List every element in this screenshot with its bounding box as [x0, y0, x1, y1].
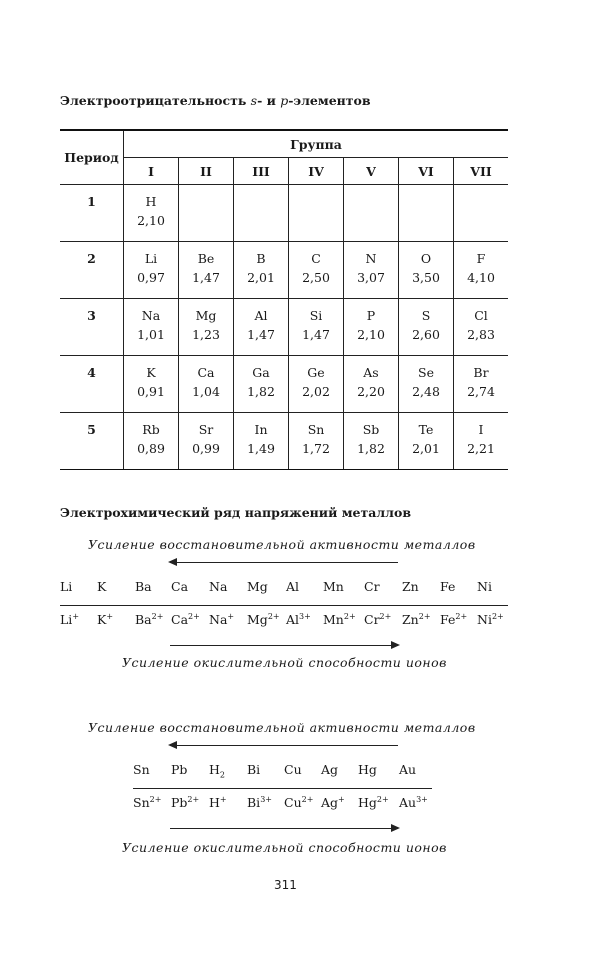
element-cell — [454, 299, 509, 356]
period-number: 2 — [60, 242, 124, 299]
element-cell — [179, 299, 234, 356]
metal: Ba — [135, 579, 152, 594]
element-symbol: Sb — [362, 422, 380, 437]
element-cell — [289, 185, 344, 242]
ion-charge: 2+ — [379, 612, 392, 621]
electronegativity-value: 3,50 — [412, 270, 440, 285]
metal: K — [97, 579, 107, 594]
ion — [133, 795, 161, 810]
symbol: H — [209, 762, 220, 777]
oxidizing-ability-caption-2: Усиление окислительной способности ионов — [122, 840, 447, 855]
table-row — [60, 413, 508, 470]
ion-charge: + — [219, 795, 227, 804]
symbol: Ni — [477, 612, 492, 628]
electronegativity-value: 2,01 — [412, 441, 440, 456]
group-V: V — [344, 158, 399, 185]
ion — [247, 612, 280, 627]
electronegativity-value: 2,10 — [357, 327, 385, 342]
arrow-right-icon — [170, 828, 398, 829]
symbol: Mn — [323, 612, 344, 628]
arrow-left-icon — [170, 745, 398, 746]
element-cell — [234, 413, 289, 470]
reducing-activity-caption: Усиление восстановительной активности металлов — [88, 537, 476, 552]
element-cell — [344, 242, 399, 299]
element-cell — [179, 356, 234, 413]
electronegativity-value: 2,20 — [357, 384, 385, 399]
metal — [358, 762, 377, 780]
metal — [321, 762, 338, 780]
group-II: II — [179, 158, 234, 185]
metal — [399, 762, 416, 780]
element-symbol: Si — [309, 308, 323, 323]
element-cell — [399, 299, 454, 356]
element-cell — [289, 356, 344, 413]
ion — [440, 612, 467, 627]
group-I: I — [124, 158, 179, 185]
ion-charge: + — [72, 612, 80, 621]
ion-charge: + — [338, 795, 345, 804]
metal: Mg — [247, 579, 268, 594]
ion — [171, 612, 200, 627]
element-cell — [234, 185, 289, 242]
metal: Al — [286, 579, 300, 594]
element-cell — [179, 185, 234, 242]
symbol: Mg — [247, 612, 268, 628]
ion-charge: 2+ — [301, 795, 314, 804]
ion — [209, 795, 227, 810]
element-symbol: H — [145, 194, 157, 209]
period-number: 1 — [60, 185, 124, 242]
subscript: 2 — [219, 770, 225, 780]
electronegativity-value: 1,04 — [192, 384, 220, 399]
electronegativity-value: 1,82 — [357, 441, 385, 456]
metal — [247, 762, 260, 780]
symbol: Sn — [133, 762, 150, 777]
element-cell — [399, 185, 454, 242]
ion — [477, 612, 504, 627]
element-symbol: Al — [254, 308, 268, 323]
element-symbol: Cl — [474, 308, 488, 323]
electronegativity-value: 2,02 — [302, 384, 330, 399]
symbol: K — [97, 612, 107, 628]
ion-charge: 2+ — [376, 795, 389, 804]
electronegativity-value: 1,01 — [137, 327, 165, 342]
symbol: Bi — [247, 762, 261, 777]
metal — [171, 762, 187, 780]
group-header: Группа — [124, 130, 509, 158]
period-header: Период — [60, 130, 124, 185]
symbol: Ba — [135, 612, 152, 628]
element-cell — [179, 413, 234, 470]
ion — [399, 795, 428, 810]
ion — [135, 612, 163, 627]
element-symbol: B — [256, 251, 266, 266]
table-row — [60, 185, 508, 242]
table-row — [60, 299, 508, 356]
metal — [209, 762, 225, 780]
symbol: Li — [60, 612, 73, 628]
symbol: Ag — [321, 762, 339, 777]
symbol: Fe — [440, 612, 456, 628]
ion — [97, 612, 113, 627]
metal: Zn — [402, 579, 419, 594]
ion — [247, 795, 272, 810]
metal: Na — [209, 579, 228, 594]
element-cell — [124, 413, 179, 470]
ion — [209, 612, 234, 627]
element-symbol: Ge — [307, 365, 325, 380]
ion-charge: + — [227, 612, 235, 621]
symbol: Pb — [171, 762, 188, 777]
ion — [402, 612, 431, 627]
electronegativity-value: 2,21 — [467, 441, 495, 456]
metal — [133, 762, 150, 780]
group-VII: VII — [454, 158, 509, 185]
electronegativity-value: 1,72 — [302, 441, 330, 456]
ion — [364, 612, 391, 627]
symbol: Na — [209, 612, 228, 628]
element-symbol: F — [476, 251, 486, 266]
table-row — [60, 356, 508, 413]
electronegativity-value: 1,47 — [302, 327, 330, 342]
symbol: Bi — [247, 795, 261, 811]
electronegativity-title: Электроотрицательность s- и p-элементов — [60, 93, 371, 108]
element-symbol: As — [363, 365, 379, 380]
ion-charge: 2+ — [418, 612, 431, 621]
element-symbol: Na — [141, 308, 161, 323]
element-symbol: I — [478, 422, 484, 437]
element-cell — [124, 185, 179, 242]
electronegativity-table — [60, 129, 508, 470]
element-cell — [399, 356, 454, 413]
symbol: Al — [286, 612, 300, 628]
ion — [321, 795, 345, 810]
electronegativity-value: 2,83 — [467, 327, 495, 342]
element-symbol: S — [421, 308, 431, 323]
metal: Mn — [323, 579, 344, 594]
element-symbol: Mg — [195, 308, 217, 323]
element-cell — [234, 356, 289, 413]
electronegativity-value: 1,47 — [192, 270, 220, 285]
ion — [286, 612, 311, 627]
element-symbol: Rb — [142, 422, 160, 437]
element-symbol: O — [420, 251, 432, 266]
element-symbol: Br — [473, 365, 489, 380]
metal: Cr — [364, 579, 380, 594]
symbol: Cr — [364, 612, 380, 628]
electronegativity-value: 3,07 — [357, 270, 385, 285]
ion — [323, 612, 356, 627]
electrochemical-series-title: Электрохимический ряд напряжений металлов — [60, 505, 412, 520]
symbol: H — [209, 795, 220, 811]
ion-charge: 2+ — [149, 795, 162, 804]
element-symbol: P — [366, 308, 376, 323]
electronegativity-value: 2,74 — [467, 384, 495, 399]
electronegativity-value: 2,48 — [412, 384, 440, 399]
metal — [284, 762, 302, 780]
element-symbol: Sn — [307, 422, 325, 437]
electronegativity-value: 1,49 — [247, 441, 275, 456]
page-number: 311 — [274, 878, 297, 892]
electronegativity-value: 2,50 — [302, 270, 330, 285]
electronegativity-value: 2,10 — [137, 213, 165, 228]
ion — [171, 795, 199, 810]
symbol: Cu — [284, 762, 302, 777]
group-VI: VI — [399, 158, 454, 185]
electronegativity-value: 4,10 — [467, 270, 495, 285]
metal: Ca — [171, 579, 189, 594]
ion-charge: 2+ — [267, 612, 280, 621]
element-cell — [454, 413, 509, 470]
group-IV: IV — [289, 158, 344, 185]
metal: Ni — [477, 579, 492, 594]
element-cell — [124, 356, 179, 413]
element-cell — [234, 242, 289, 299]
element-cell — [454, 356, 509, 413]
series-divider — [60, 605, 508, 606]
element-symbol: Li — [144, 251, 158, 266]
element-symbol: C — [311, 251, 321, 266]
ion-charge: 2+ — [491, 612, 504, 621]
element-symbol: Ca — [197, 365, 215, 380]
table-row — [60, 242, 508, 299]
element-cell — [234, 299, 289, 356]
ion-charge: 2+ — [187, 795, 200, 804]
period-number: 5 — [60, 413, 124, 470]
element-cell — [289, 413, 344, 470]
element-cell — [454, 242, 509, 299]
symbol: Au — [399, 795, 417, 811]
symbol: Sn — [133, 795, 150, 811]
element-cell — [179, 242, 234, 299]
symbol: Hg — [358, 762, 377, 777]
element-symbol: Te — [418, 422, 434, 437]
electronegativity-value: 0,89 — [137, 441, 165, 456]
element-cell — [399, 413, 454, 470]
ion-charge: 3+ — [416, 795, 428, 804]
element-symbol: N — [365, 251, 377, 266]
metal: Li — [60, 579, 73, 594]
ion-charge: 3+ — [299, 612, 311, 621]
ion-charge: 2+ — [188, 612, 200, 621]
electronegativity-value: 2,60 — [412, 327, 440, 342]
element-cell — [344, 299, 399, 356]
series-divider-2 — [133, 788, 432, 789]
ion — [358, 795, 389, 810]
element-cell — [344, 356, 399, 413]
electronegativity-value: 0,97 — [137, 270, 165, 285]
electronegativity-value: 0,91 — [137, 384, 165, 399]
ion-charge: 2+ — [343, 612, 356, 621]
electronegativity-value: 1,23 — [192, 327, 220, 342]
reducing-activity-caption-2: Усиление восстановительной активности металлов — [88, 720, 476, 735]
period-number: 4 — [60, 356, 124, 413]
symbol: Ag — [321, 795, 339, 811]
electronegativity-value: 1,47 — [247, 327, 275, 342]
element-symbol: Se — [418, 365, 434, 380]
element-cell — [289, 242, 344, 299]
element-symbol: Sr — [198, 422, 214, 437]
period-number: 3 — [60, 299, 124, 356]
element-cell — [399, 242, 454, 299]
element-symbol: In — [254, 422, 268, 437]
electronegativity-value: 0,99 — [192, 441, 220, 456]
ion-charge: + — [106, 612, 114, 621]
symbol: Zn — [402, 612, 419, 628]
electronegativity-value: 1,82 — [247, 384, 275, 399]
symbol: Ca — [171, 612, 189, 628]
symbol: Pb — [171, 795, 188, 811]
arrow-left-icon — [170, 562, 398, 563]
metal: Fe — [440, 579, 456, 594]
element-symbol: Be — [197, 251, 215, 266]
ion-charge: 2+ — [455, 612, 468, 621]
element-symbol: Ga — [252, 365, 270, 380]
group-III: III — [234, 158, 289, 185]
oxidizing-ability-caption: Усиление окислительной способности ионов — [122, 655, 447, 670]
arrow-right-icon — [170, 645, 398, 646]
element-cell — [124, 242, 179, 299]
symbol: Hg — [358, 795, 377, 811]
element-cell — [344, 185, 399, 242]
ion-charge: 2+ — [151, 612, 164, 621]
element-cell — [454, 185, 509, 242]
ion — [60, 612, 79, 627]
symbol: Au — [399, 762, 417, 777]
ion-charge: 3+ — [260, 795, 272, 804]
element-cell — [124, 299, 179, 356]
element-cell — [344, 413, 399, 470]
electronegativity-value: 2,01 — [247, 270, 275, 285]
element-symbol: K — [146, 365, 156, 380]
ion — [284, 795, 313, 810]
symbol: Cu — [284, 795, 302, 811]
element-cell — [289, 299, 344, 356]
